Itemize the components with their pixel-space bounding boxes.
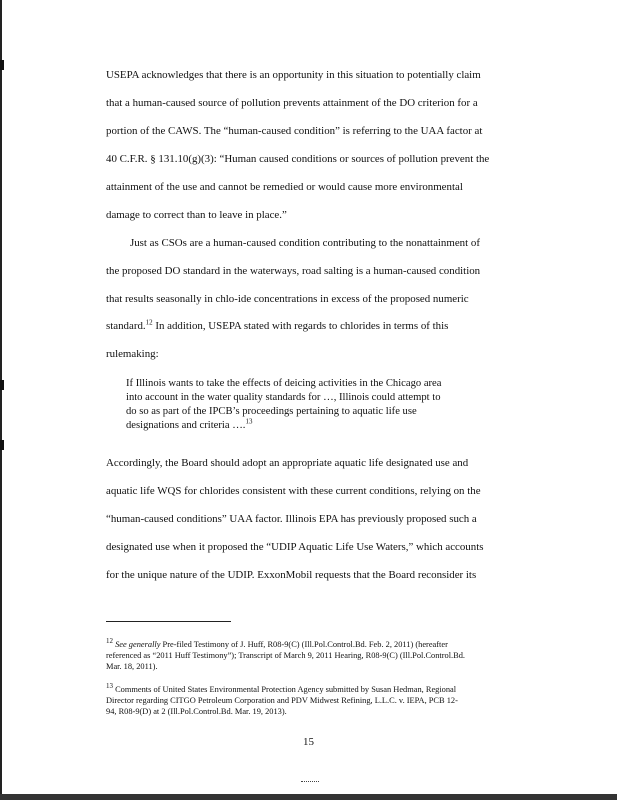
scan-mark	[0, 380, 4, 390]
text-fragment: standard.	[106, 320, 146, 332]
page-bottom-edge	[0, 794, 617, 800]
text-fragment: Comments of United States Environmental Protection Agency submitted by Susan Hedman, Regional	[113, 685, 457, 694]
page-left-edge	[0, 0, 2, 800]
scan-mark	[0, 440, 4, 450]
text-line: designated use when it proposed the “UDIP Aquatic Life Use Waters,” which accounts	[106, 541, 484, 553]
footnote-ref-13: 13	[245, 417, 253, 426]
quote-line: into account in the water quality standards for …, Illinois could attempt to	[126, 392, 441, 403]
text-line: that a human-caused source of pollution prevents attainment of the DO criterion for a	[106, 97, 478, 109]
text-line: rulemaking:	[106, 348, 159, 360]
text-fragment: designations and criteria ….	[126, 420, 246, 431]
quote-line	[126, 417, 253, 431]
footnote-number: 12	[106, 637, 113, 646]
text-line: the proposed DO standard in the waterways, road salting is a human-caused condition	[106, 265, 481, 277]
text-line: attainment of the use and cannot be remedied or would cause more environmental	[106, 181, 463, 193]
text-line: USEPA acknowledges that there is an opportunity in this situation to potentially claim	[106, 69, 481, 81]
text-line: damage to correct than to leave in place.”	[106, 209, 287, 221]
footnote-italic: See generally	[115, 640, 161, 649]
scan-mark	[301, 781, 319, 783]
footnote-ref-12: 12	[145, 318, 153, 327]
footnote-line: Director regarding CITGO Petroleum Corporation and PDV Midwest Refining, L.L.C. v. IEPA, PCB 12-	[106, 696, 458, 705]
text-line: “human-caused conditions” UAA factor. Illinois EPA has previously proposed such a	[106, 513, 477, 525]
text-fragment: Pre-filed Testimony of J. Huff, R08-9(C) (Ill.Pol.Control.Bd. Feb. 2, 2011) (hereafter	[160, 640, 448, 649]
text-line: that results seasonally in chlo-ide concentrations in excess of the proposed numeric	[106, 293, 469, 305]
text-fragment: In addition, USEPA stated with regards to chlorides in terms of this	[152, 320, 449, 332]
footnote-line: 94, R08-9(D) at 2 (Ill.Pol.Control.Bd. Mar. 19, 2013).	[106, 707, 287, 716]
footnote-line: referenced as “2011 Huff Testimony”); Transcript of March 9, 2011 Hearing, R08-9(C) (Ill.Pol.Control.Bd.	[106, 651, 466, 660]
page-number: 15	[303, 736, 314, 748]
quote-line: do so as part of the IPCB’s proceedings pertaining to aquatic life use	[126, 406, 417, 417]
footnote-line	[106, 682, 457, 694]
text-line: aquatic life WQS for chlorides consistent with these current conditions, relying on the	[106, 485, 481, 497]
scan-mark	[0, 60, 4, 70]
text-line	[106, 320, 448, 332]
text-line: for the unique nature of the UDIP. ExxonMobil requests that the Board reconsider its	[106, 569, 477, 581]
footnote-line: Mar. 18, 2011).	[106, 662, 158, 671]
text-line: Just as CSOs are a human-caused condition contributing to the nonattainment of	[130, 237, 480, 249]
footnote-line	[106, 637, 448, 649]
text-line: Accordingly, the Board should adopt an appropriate aquatic life designated use and	[106, 457, 469, 469]
footnote-separator	[106, 621, 231, 622]
text-line: 40 C.F.R. § 131.10(g)(3): “Human caused conditions or sources of pollution prevent the	[106, 153, 490, 165]
footnote-number: 13	[106, 682, 113, 691]
text-line: portion of the CAWS. The “human-caused condition” is referring to the UAA factor at	[106, 125, 483, 137]
quote-line: If Illinois wants to take the effects of deicing activities in the Chicago area	[126, 378, 442, 389]
